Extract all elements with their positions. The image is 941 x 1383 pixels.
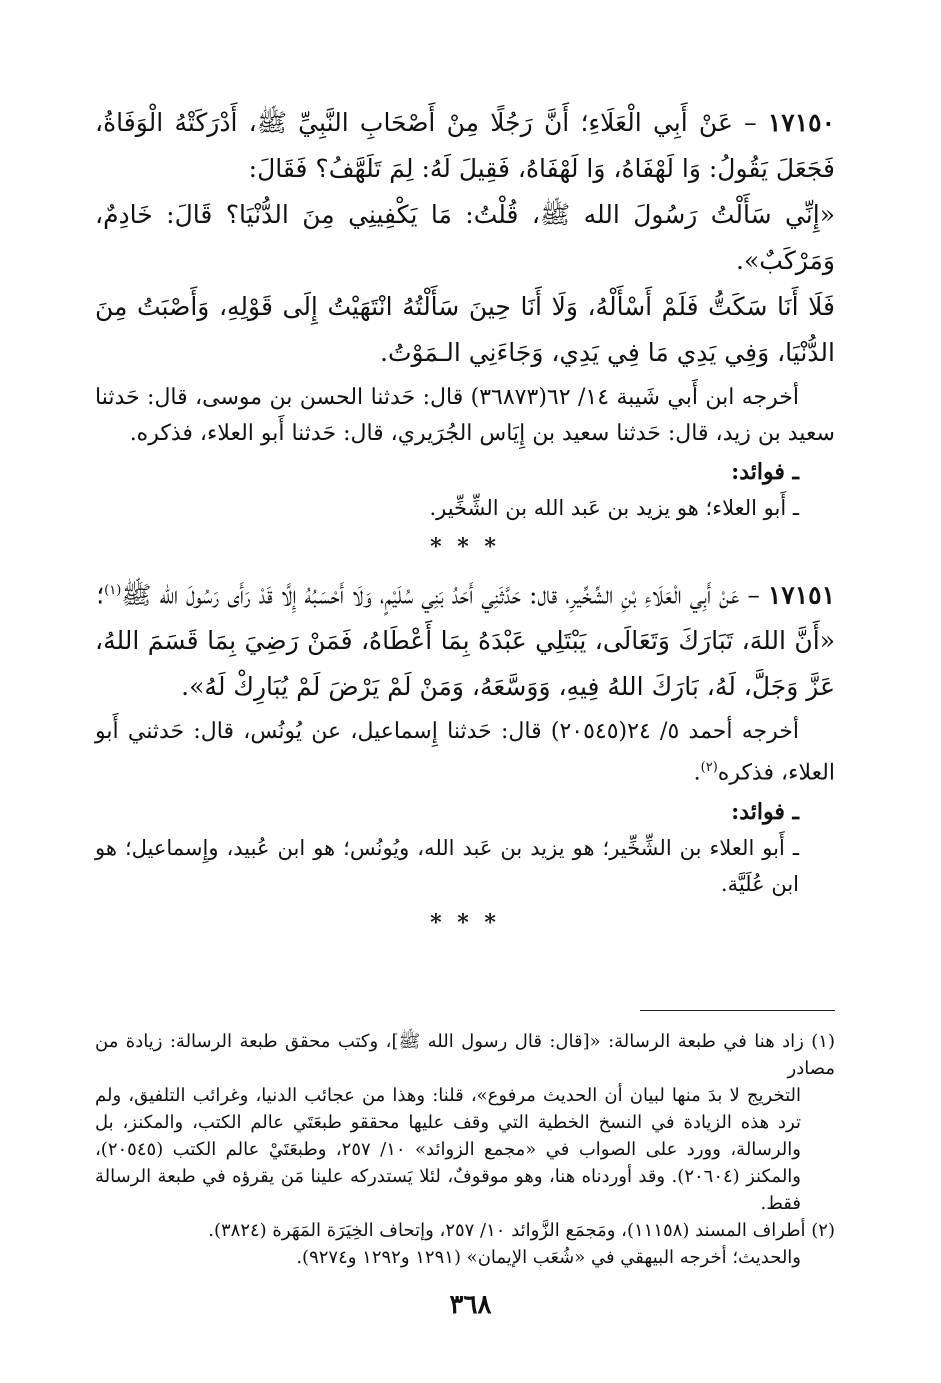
hadith-17150-rest: فَلَا أَنَا سَكَتُّ فَلَمْ أَسْأَلْهُ، وَلَا أَنَا حِينَ سَأَلْتُهُ انْتَهَيْتُ إِلَى قَوْلِهِ، وَأَصْبَتُ مِنَ الدُّنْيَا، وَفِي يَدِي مَا فِي يَدِي، وَجَاءَنِي الـمَوْتُ. (95, 292, 835, 367)
separator-stars: * * * (430, 534, 500, 560)
hadith-17151-takhrij (95, 714, 835, 791)
main-text (95, 100, 835, 944)
hadith-number: ١٧١٥٠ (767, 108, 836, 137)
punctuation: ؛ (96, 580, 105, 610)
fawaid-item: ـ أَبو العلاء؛ هو يزيد بن عَبد الله بن الشِّخِّير. (429, 496, 799, 520)
fawaid-heading: ـ فوائد: (731, 459, 799, 485)
separator-stars: * * * (430, 909, 500, 936)
fawaid-heading: ـ فوائد: (731, 798, 799, 825)
hadith-17151-quote: «أَنَّ اللهَ، تَبَارَكَ وَتَعَالَى، يَبْتَلِي عَبْدَهُ بِمَا أَعْطَاهُ، فَمَنْ رَضِيَ بِمَا قَسَمَ اللهُ، عَزَّ وَجَلَّ، لَهُ، بَارَكَ اللهُ فِيهِ، وَوَسَّعَهُ، وَمَنْ لَمْ يَرْضَ لَمْ يُبَارِكْ لَهُ». (95, 626, 835, 702)
hadith-number: ١٧١٥١ (767, 580, 835, 610)
punctuation: . (693, 760, 701, 786)
fawaid-item: ـ أَبو العلاء بن الشِّخِّير؛ هو يزيد بن عَبد الله، ويُونُس؛ هو ابن عُبيد، وإِسماعيل؛ هو ابن عُلَيَّة. (95, 835, 799, 896)
footnote-ref-2: (٢) (700, 760, 718, 776)
footnote-ref-1: (١) (104, 583, 122, 598)
footnote-2-continued: والحديث؛ أخرجه البيهقي في «شُعَب الإيمان» (١٢٩١ و١٢٩٢ و٩٢٧٤). (296, 1247, 801, 1268)
hadith-text: – عَنْ أَبِي الْعَلَاءِ؛ أَنَّ رَجُلًا مِنْ أَصْحَابِ النَّبِيِّ ﷺ، أَدْرَكَتْهُ الْوَفَاةُ، فَجَعَلَ يَقُولُ: وَا لَهْفَاهُ، وَا لَهْفَاهُ، فَقِيلَ لَهُ: لِمَ تَلَهَّفُ؟ فَقَالَ: (95, 108, 835, 183)
hadith-17151-intro (95, 568, 835, 618)
hadith-17150-takhrij: أخرجه ابن أَبي شَيبة ١٤/ ٦٢(٣٦٨٧٣) قال: حَدثنا الحسن بن موسى، قال: حَدثنا سعيد بن زيد، قال: حَدثنا سعيد بن إِيَاس الجُرَيري، قال: حَدثنا أَبو العلاء، فذكره. (95, 385, 835, 446)
footnotes (95, 1028, 835, 1271)
footnote-1-continued: التخريج لا بدَ منها لبيان أن الحديث مرفوع»، قلنا: وهذا من عجائب الدنيا، وغرائب التلفيق، ولم ترد هذه الزيادة في النسخ الخطية التي وقف عليها محققو طبعَتَي عالم الكتب، والمكنز، بل والرسالة، وورد على الصواب في «مجمع الزوائد» ١٠/ ٢٥٧، وطبعَتَيْ عالم الكتب (٢٠٥٤٥)، والمكنز (٢٠٦٠٤). وقد أوردناه هنا، وهو موقوفٌ، لئلا يَستدركه علينا مَن يقرؤه في طبعة الرسالة فقط. (95, 1085, 801, 1214)
hadith-17150-intro (95, 100, 835, 192)
hadith-text: – عَنْ أَبِي الْعَلَاءِ بْنِ الشِّخِّيرِ، قال: حَدَّثَنِي أَحَدُ بَنِي سُلَيْمٍ، وَلَا أَحْسَبُهُ إِلَّا قَدْ رَأَى رَسُولَ الله ﷺ (121, 580, 760, 610)
footnote-1: (١) زاد هنا في طبعة الرسالة: «[قال: قال رسول الله ﷺ]، وكتب محقق طبعة الرسالة: زيادة من مصادر (95, 1031, 835, 1079)
takhrij-text: أخرجه أحمد ٥/ ٢٤(٢٠٥٤٥) قال: حَدثنا إِسماعيل، عن يُونُس، قال: حَدثني أَبو العلاء، فذكره (95, 719, 835, 786)
footnote-2: (٢) أطراف المسند (١١١٥٨)، ومَجمَع الزَّوائد ١٠/ ٢٥٧، وإتحاف الخِيَرَة المَهَرة (٣٨٢٤). (208, 1220, 835, 1241)
hadith-17150-quote: «إِنِّي سَأَلْتُ رَسُولَ الله ﷺ، قُلْتُ: مَا يَكْفِينِي مِنَ الدُّنْيَا؟ قَالَ: خَادِمٌ، وَمَرْكَبٌ». (95, 200, 835, 275)
page-number: ٣٦٨ (449, 1290, 492, 1320)
footnote-separator (640, 1010, 835, 1011)
